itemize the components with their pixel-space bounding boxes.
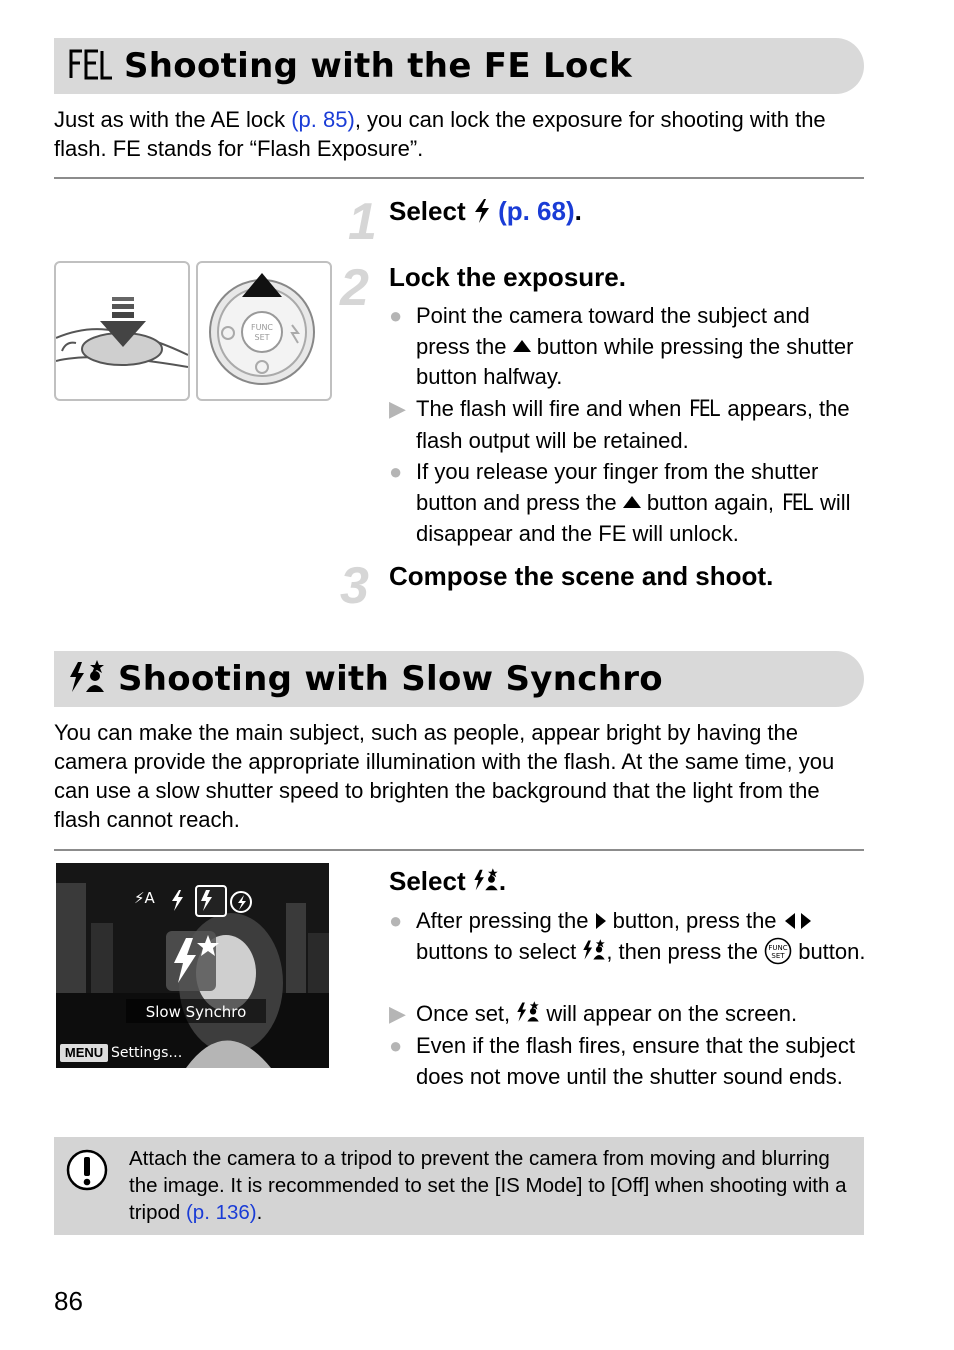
shutter-half-press-illustration [54, 261, 190, 401]
bullet-text: Point the camera toward the subject and press the [416, 303, 810, 359]
fe-lock-icon [68, 48, 114, 85]
page-link-85[interactable]: (p. 85) [291, 107, 355, 132]
up-button-icon [513, 340, 531, 352]
step-3-title: Compose the scene and shoot. [389, 561, 774, 591]
svg-text:SET: SET [771, 951, 785, 960]
flash-auto-label: ⚡A [134, 889, 155, 907]
bullet-text: If you release your finger from the shutter button and press the [416, 459, 819, 515]
func-set-button-icon [764, 939, 792, 964]
section-fe-lock-banner [54, 38, 864, 94]
left-right-buttons-icon [783, 908, 813, 933]
bullet-text-cont: button again, [640, 489, 781, 515]
svg-text:SET: SET [254, 333, 270, 342]
slow-synchro-mode-label: Slow Synchro [145, 1003, 247, 1021]
step-select-slow-synchro-title [389, 866, 506, 897]
caution-text [129, 1145, 854, 1226]
slow-synchro-icon [582, 939, 606, 964]
step-number-1: 1 [348, 193, 377, 251]
settings-label: Settings… [111, 1045, 183, 1061]
slow-synchro-icon [473, 866, 499, 896]
result-marker: ▶ [389, 1001, 406, 1026]
bullet-text: The flash will fire and when [416, 396, 688, 421]
up-button-icon [623, 496, 641, 508]
intro-text-cont: , you can lock the exposure for shooting with the flash. FE stands for “Flash Exposure”. [54, 107, 826, 161]
bullet-marker: ● [389, 459, 403, 484]
right-button-icon [595, 908, 607, 933]
svg-text:FUNC: FUNC [250, 323, 274, 332]
bullet-flash-fire [389, 394, 869, 456]
section-slow-synchro-banner [54, 651, 864, 707]
caution-icon [66, 1149, 108, 1196]
section-fe-lock-intro [54, 105, 864, 163]
bullet-marker: ● [389, 908, 403, 933]
bullet-text: Once set, [416, 1001, 517, 1026]
bullet-text-cont: appears, the flash output will be retained. [416, 396, 850, 453]
bullet-text-end: will disappear and the FE will unlock. [416, 489, 851, 546]
bullet-text: Even if the flash fires, ensure that the subject does not move until the shutter sound ends. [416, 1033, 856, 1089]
bullet-marker: ● [389, 1033, 403, 1058]
menu-button-label: MENU [64, 1045, 104, 1060]
divider [54, 177, 864, 179]
bullet-text-cont: will appear on the screen. [540, 1001, 798, 1026]
caution-box [54, 1137, 864, 1235]
caution-text-end: . [256, 1201, 263, 1224]
camera-screen-slow-synchro [56, 863, 329, 1068]
divider [54, 849, 864, 851]
step-1-title [389, 196, 582, 227]
bullet-even-if [389, 1031, 869, 1092]
fe-lock-icon: FEL [689, 397, 720, 422]
svg-text:FUNC: FUNC [768, 943, 788, 952]
bullet-marker: ● [389, 303, 403, 328]
bullet-text-cont3: , then press the [606, 938, 765, 964]
slow-synchro-icon [68, 660, 106, 699]
bullet-text: After pressing the [416, 908, 595, 933]
step-period: . [498, 866, 507, 896]
bullet-once-set [389, 999, 869, 1030]
fe-lock-icon: FEL [781, 490, 813, 516]
slow-synchro-icon [516, 1001, 540, 1026]
result-marker: ▶ [389, 396, 406, 421]
bullet-text-cont: button, press the [606, 908, 783, 933]
bullet-release [389, 457, 869, 550]
section-fe-lock-title: Shooting with the FE Lock [124, 46, 632, 86]
caution-text-body: Attach the camera to a tripod to prevent the camera from moving and blurring the image. It is recommended to set the [IS Mode] to [Off] when shooting with a tripod [129, 1147, 847, 1224]
step-1-text: Select [389, 196, 473, 226]
step-number-2: 2 [340, 259, 369, 317]
page-link-136[interactable]: (p. 136) [185, 1201, 257, 1224]
intro-text: Just as with the AE lock [54, 107, 292, 132]
page-link-68[interactable]: (p. 68) [498, 196, 575, 226]
step-text: Select [389, 866, 473, 896]
bullet-text-end: button. [792, 938, 866, 964]
section-slow-synchro-intro: You can make the main subject, such as people, appear bright by having the camera provide the appropriate illumination with the flash. At the same time, you can use a slow shutter speed to brighten the background that the light from the flash cannot reach. [54, 720, 835, 832]
bullet-text-cont: button while pressing the shutter button halfway. [416, 333, 854, 389]
step-1-period: . [574, 196, 582, 226]
control-dial-up-illustration [196, 261, 332, 401]
page-number: 86 [54, 1286, 83, 1316]
step-2-title: Lock the exposure. [389, 262, 626, 292]
step-number-3: 3 [340, 557, 369, 615]
bullet-after-pressing [389, 906, 869, 967]
flash-icon [473, 196, 491, 226]
bullet-point-camera [389, 301, 869, 393]
bullet-text-cont2: buttons to select [416, 938, 583, 964]
section-slow-synchro-title: Shooting with Slow Synchro [118, 659, 663, 699]
